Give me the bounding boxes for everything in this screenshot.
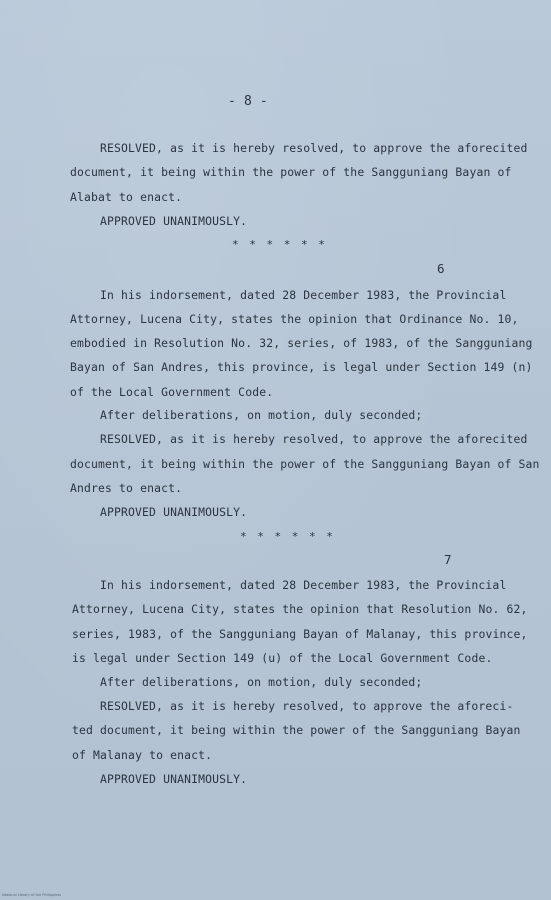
indorsement-line: series, 1983, of the Sangguniang Bayan of Malanay, this province, <box>72 627 528 641</box>
indorsement-line: of the Local Government Code. <box>70 385 274 399</box>
resolved-line: RESOLVED, as it is hereby resolved, to approve the aforecited <box>100 432 528 446</box>
resolved-line: ted document, it being within the power of the Sangguniang Bayan <box>72 723 521 737</box>
resolved-line: Andres to enact. <box>70 481 183 495</box>
resolved-line-2: document, it being within the power of the Sangguniang Bayan of <box>70 165 512 179</box>
indorsement-line: In his indorsement, dated 28 December 1983, the Provincial <box>100 578 507 592</box>
approval-text: APPROVED UNANIMOUSLY. <box>100 772 248 786</box>
indorsement-line: Attorney, Lucena City, states the opinion that Ordinance No. 10, <box>70 312 519 326</box>
approval-text: APPROVED UNANIMOUSLY. <box>100 505 248 519</box>
indorsement-line: In his indorsement, dated 28 December 1983, the Provincial <box>100 288 507 302</box>
deliberation-text: After deliberations, on motion, duly seconded; <box>100 408 423 422</box>
resolved-line-3: Alabat to enact. <box>70 190 183 204</box>
indorsement-line: is legal under Section 149 (u) of the Local Government Code. <box>72 651 493 665</box>
separator-stars: * * * * * * <box>240 530 335 543</box>
deliberation-text: After deliberations, on motion, duly seconded; <box>100 675 423 689</box>
resolved-line-1: RESOLVED, as it is hereby resolved, to approve the aforecited <box>100 141 528 155</box>
resolved-line: RESOLVED, as it is hereby resolved, to approve the aforeci- <box>100 699 514 713</box>
separator-stars: * * * * * * <box>232 238 327 251</box>
approval-text: APPROVED UNANIMOUSLY. <box>100 214 248 228</box>
resolved-line: of Malanay to enact. <box>72 748 213 762</box>
item-number: 6 <box>437 261 445 276</box>
archive-footer: National Library of the Philippines <box>2 893 62 897</box>
item-number: 7 <box>444 552 452 567</box>
indorsement-line: Bayan of San Andres, this province, is legal under Section 149 (n) <box>70 360 533 374</box>
indorsement-line: Attorney, Lucena City, states the opinion that Resolution No. 62, <box>72 602 528 616</box>
page-number: - 8 - <box>228 94 268 109</box>
resolved-line: document, it being within the power of the Sangguniang Bayan of San <box>70 457 540 471</box>
indorsement-line: embodied in Resolution No. 32, series, of 1983, of the Sangguniang <box>70 336 533 350</box>
